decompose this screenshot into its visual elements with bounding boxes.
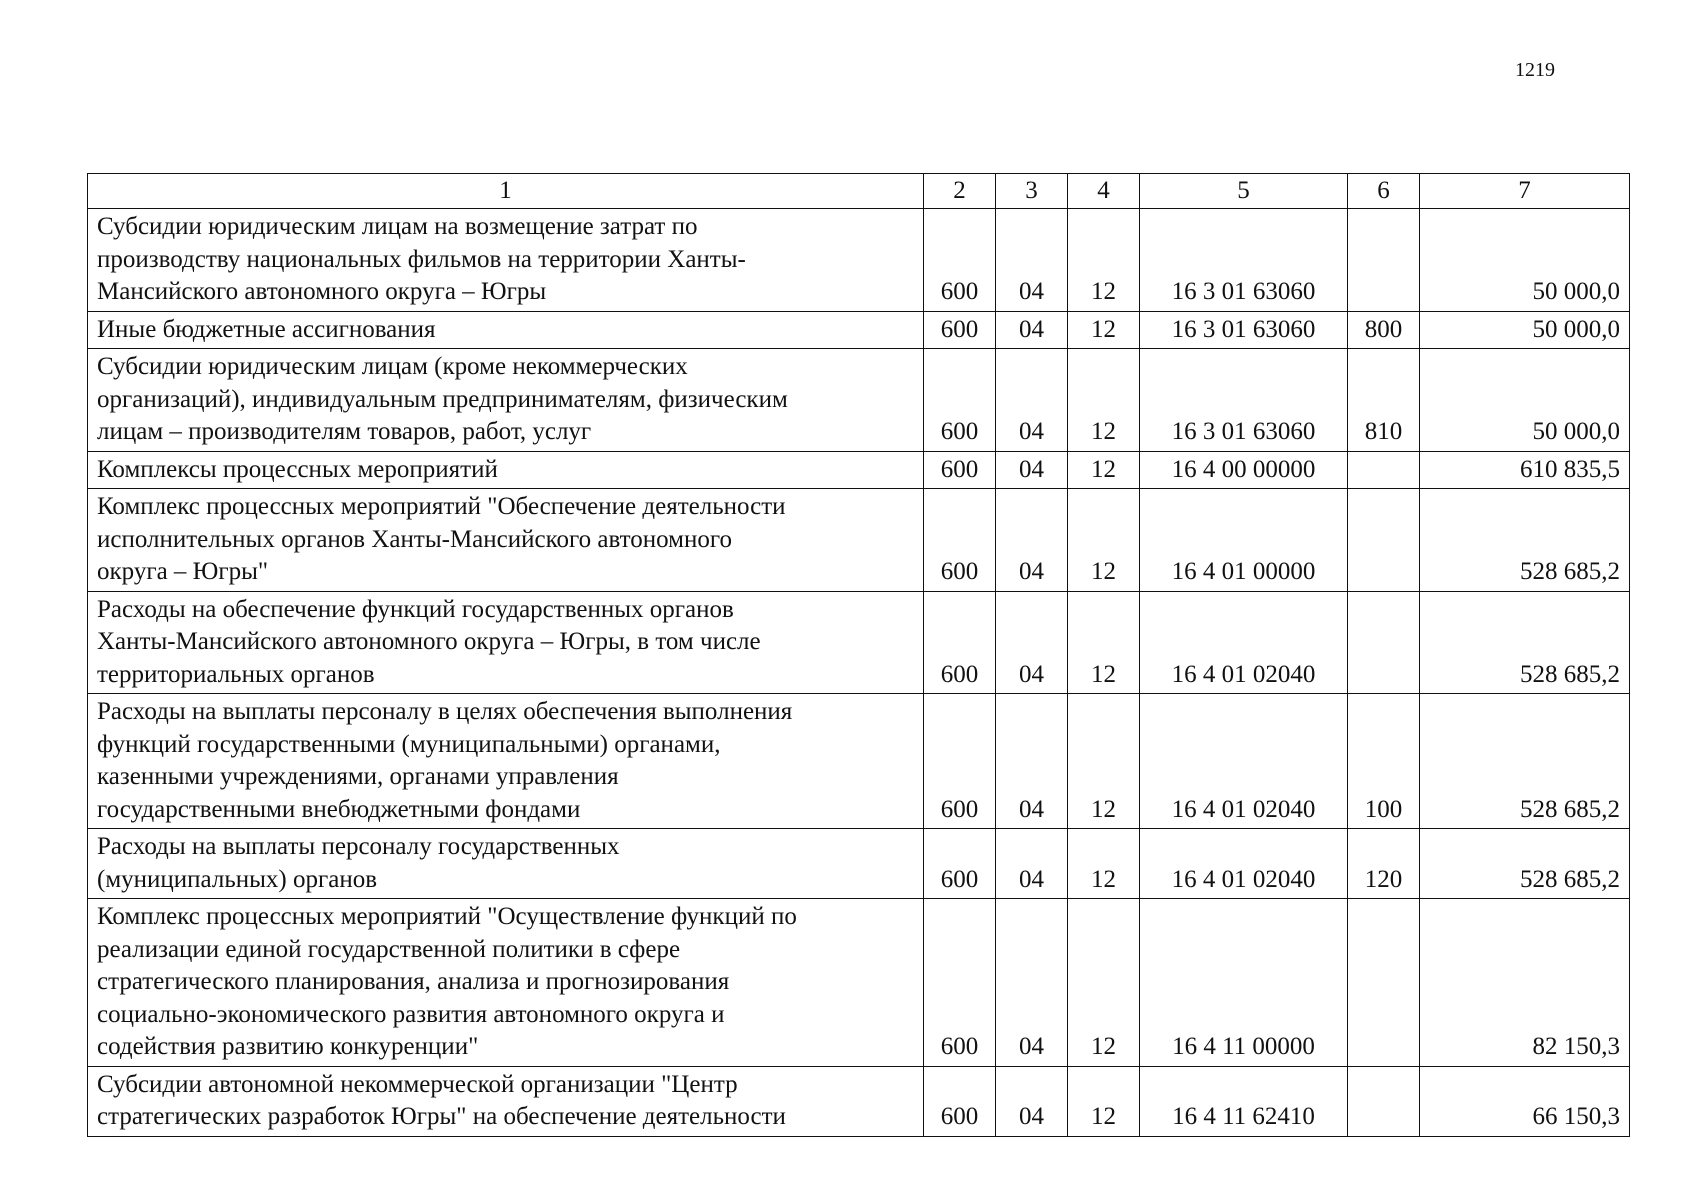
table-row — [88, 451, 1630, 489]
row-amount: 66 150,3 — [1420, 1066, 1630, 1136]
row-description: Субсидии юридическим лицам (кроме некоммерческих организаций), индивидуальным предпринимателям, физическим лицам – производителям товаров, работ, услуг — [88, 349, 924, 452]
row-subsection-code: 12 — [1068, 451, 1140, 489]
row-expense-type-code: 810 — [1348, 349, 1420, 452]
row-ministry-code: 600 — [924, 694, 996, 829]
row-amount: 528 685,2 — [1420, 694, 1630, 829]
row-description: Комплексы процессных мероприятий — [88, 451, 924, 489]
budget-table-body — [88, 174, 1630, 1137]
row-ministry-code: 600 — [924, 899, 996, 1067]
row-subsection-code: 12 — [1068, 1066, 1140, 1136]
row-description: Расходы на обеспечение функций государственных органов Ханты-Мансийского автономного округа – Югры, в том числе территориальных органов — [88, 591, 924, 694]
row-amount: 528 685,2 — [1420, 829, 1630, 899]
row-section-code: 04 — [996, 591, 1068, 694]
row-section-code: 04 — [996, 489, 1068, 592]
table-row — [88, 1066, 1630, 1136]
row-ministry-code: 600 — [924, 489, 996, 592]
row-expense-type-code — [1348, 899, 1420, 1067]
header-cell-7: 7 — [1420, 174, 1630, 209]
row-expense-type-code — [1348, 209, 1420, 312]
row-subsection-code: 12 — [1068, 311, 1140, 349]
header-cell-6: 6 — [1348, 174, 1420, 209]
header-cell-4: 4 — [1068, 174, 1140, 209]
row-ministry-code: 600 — [924, 1066, 996, 1136]
row-target-article-code: 16 4 01 02040 — [1140, 694, 1348, 829]
table-header-row — [88, 174, 1630, 209]
row-section-code: 04 — [996, 829, 1068, 899]
row-expense-type-code — [1348, 591, 1420, 694]
budget-table — [87, 173, 1630, 1137]
row-target-article-code: 16 3 01 63060 — [1140, 349, 1348, 452]
row-section-code: 04 — [996, 209, 1068, 312]
row-description: Расходы на выплаты персоналу государственных (муниципальных) органов — [88, 829, 924, 899]
row-description: Расходы на выплаты персоналу в целях обеспечения выполнения функций государственными (муниципальными) органами, казенными учреждениями, органами управления государственными внебюджетными фондами — [88, 694, 924, 829]
table-row — [88, 349, 1630, 452]
row-section-code: 04 — [996, 899, 1068, 1067]
header-cell-1: 1 — [88, 174, 924, 209]
row-ministry-code: 600 — [924, 311, 996, 349]
row-ministry-code: 600 — [924, 591, 996, 694]
row-target-article-code: 16 4 01 02040 — [1140, 829, 1348, 899]
row-amount: 82 150,3 — [1420, 899, 1630, 1067]
table-row — [88, 489, 1630, 592]
row-ministry-code: 600 — [924, 209, 996, 312]
table-row — [88, 899, 1630, 1067]
row-target-article-code: 16 4 11 62410 — [1140, 1066, 1348, 1136]
row-amount: 50 000,0 — [1420, 209, 1630, 312]
row-description: Иные бюджетные ассигнования — [88, 311, 924, 349]
row-section-code: 04 — [996, 694, 1068, 829]
row-subsection-code: 12 — [1068, 489, 1140, 592]
row-expense-type-code: 800 — [1348, 311, 1420, 349]
row-expense-type-code: 100 — [1348, 694, 1420, 829]
row-amount: 610 835,5 — [1420, 451, 1630, 489]
row-section-code: 04 — [996, 1066, 1068, 1136]
row-ministry-code: 600 — [924, 451, 996, 489]
page-number: 1219 — [1515, 59, 1555, 81]
row-description: Субсидии юридическим лицам на возмещение затрат по производству национальных фильмов на территории Ханты- Мансийского автономного округа – Югры — [88, 209, 924, 312]
row-expense-type-code — [1348, 489, 1420, 592]
row-subsection-code: 12 — [1068, 694, 1140, 829]
header-cell-2: 2 — [924, 174, 996, 209]
row-target-article-code: 16 3 01 63060 — [1140, 311, 1348, 349]
row-section-code: 04 — [996, 349, 1068, 452]
header-cell-3: 3 — [996, 174, 1068, 209]
table-row — [88, 591, 1630, 694]
row-amount: 528 685,2 — [1420, 591, 1630, 694]
header-cell-5: 5 — [1140, 174, 1348, 209]
row-amount: 50 000,0 — [1420, 311, 1630, 349]
row-ministry-code: 600 — [924, 829, 996, 899]
row-subsection-code: 12 — [1068, 899, 1140, 1067]
row-target-article-code: 16 4 00 00000 — [1140, 451, 1348, 489]
row-amount: 50 000,0 — [1420, 349, 1630, 452]
row-expense-type-code — [1348, 451, 1420, 489]
table-row — [88, 311, 1630, 349]
table-row — [88, 209, 1630, 312]
table-row — [88, 694, 1630, 829]
row-target-article-code: 16 4 01 02040 — [1140, 591, 1348, 694]
row-subsection-code: 12 — [1068, 349, 1140, 452]
row-description: Комплекс процессных мероприятий "Обеспечение деятельности исполнительных органов Ханты-Мансийского автономного округа – Югры" — [88, 489, 924, 592]
row-section-code: 04 — [996, 311, 1068, 349]
row-description: Субсидии автономной некоммерческой организации "Центр стратегических разработок Югры" на обеспечение деятельности — [88, 1066, 924, 1136]
row-ministry-code: 600 — [924, 349, 996, 452]
row-target-article-code: 16 4 01 00000 — [1140, 489, 1348, 592]
row-subsection-code: 12 — [1068, 829, 1140, 899]
row-expense-type-code: 120 — [1348, 829, 1420, 899]
row-target-article-code: 16 3 01 63060 — [1140, 209, 1348, 312]
row-target-article-code: 16 4 11 00000 — [1140, 899, 1348, 1067]
row-expense-type-code — [1348, 1066, 1420, 1136]
row-section-code: 04 — [996, 451, 1068, 489]
row-description: Комплекс процессных мероприятий "Осуществление функций по реализации единой государственной политики в сфере стратегического планирования, анализа и прогнозирования социально-экономического развития автономного округа и содействия развитию конкуренции" — [88, 899, 924, 1067]
table-row — [88, 829, 1630, 899]
row-subsection-code: 12 — [1068, 209, 1140, 312]
row-amount: 528 685,2 — [1420, 489, 1630, 592]
row-subsection-code: 12 — [1068, 591, 1140, 694]
